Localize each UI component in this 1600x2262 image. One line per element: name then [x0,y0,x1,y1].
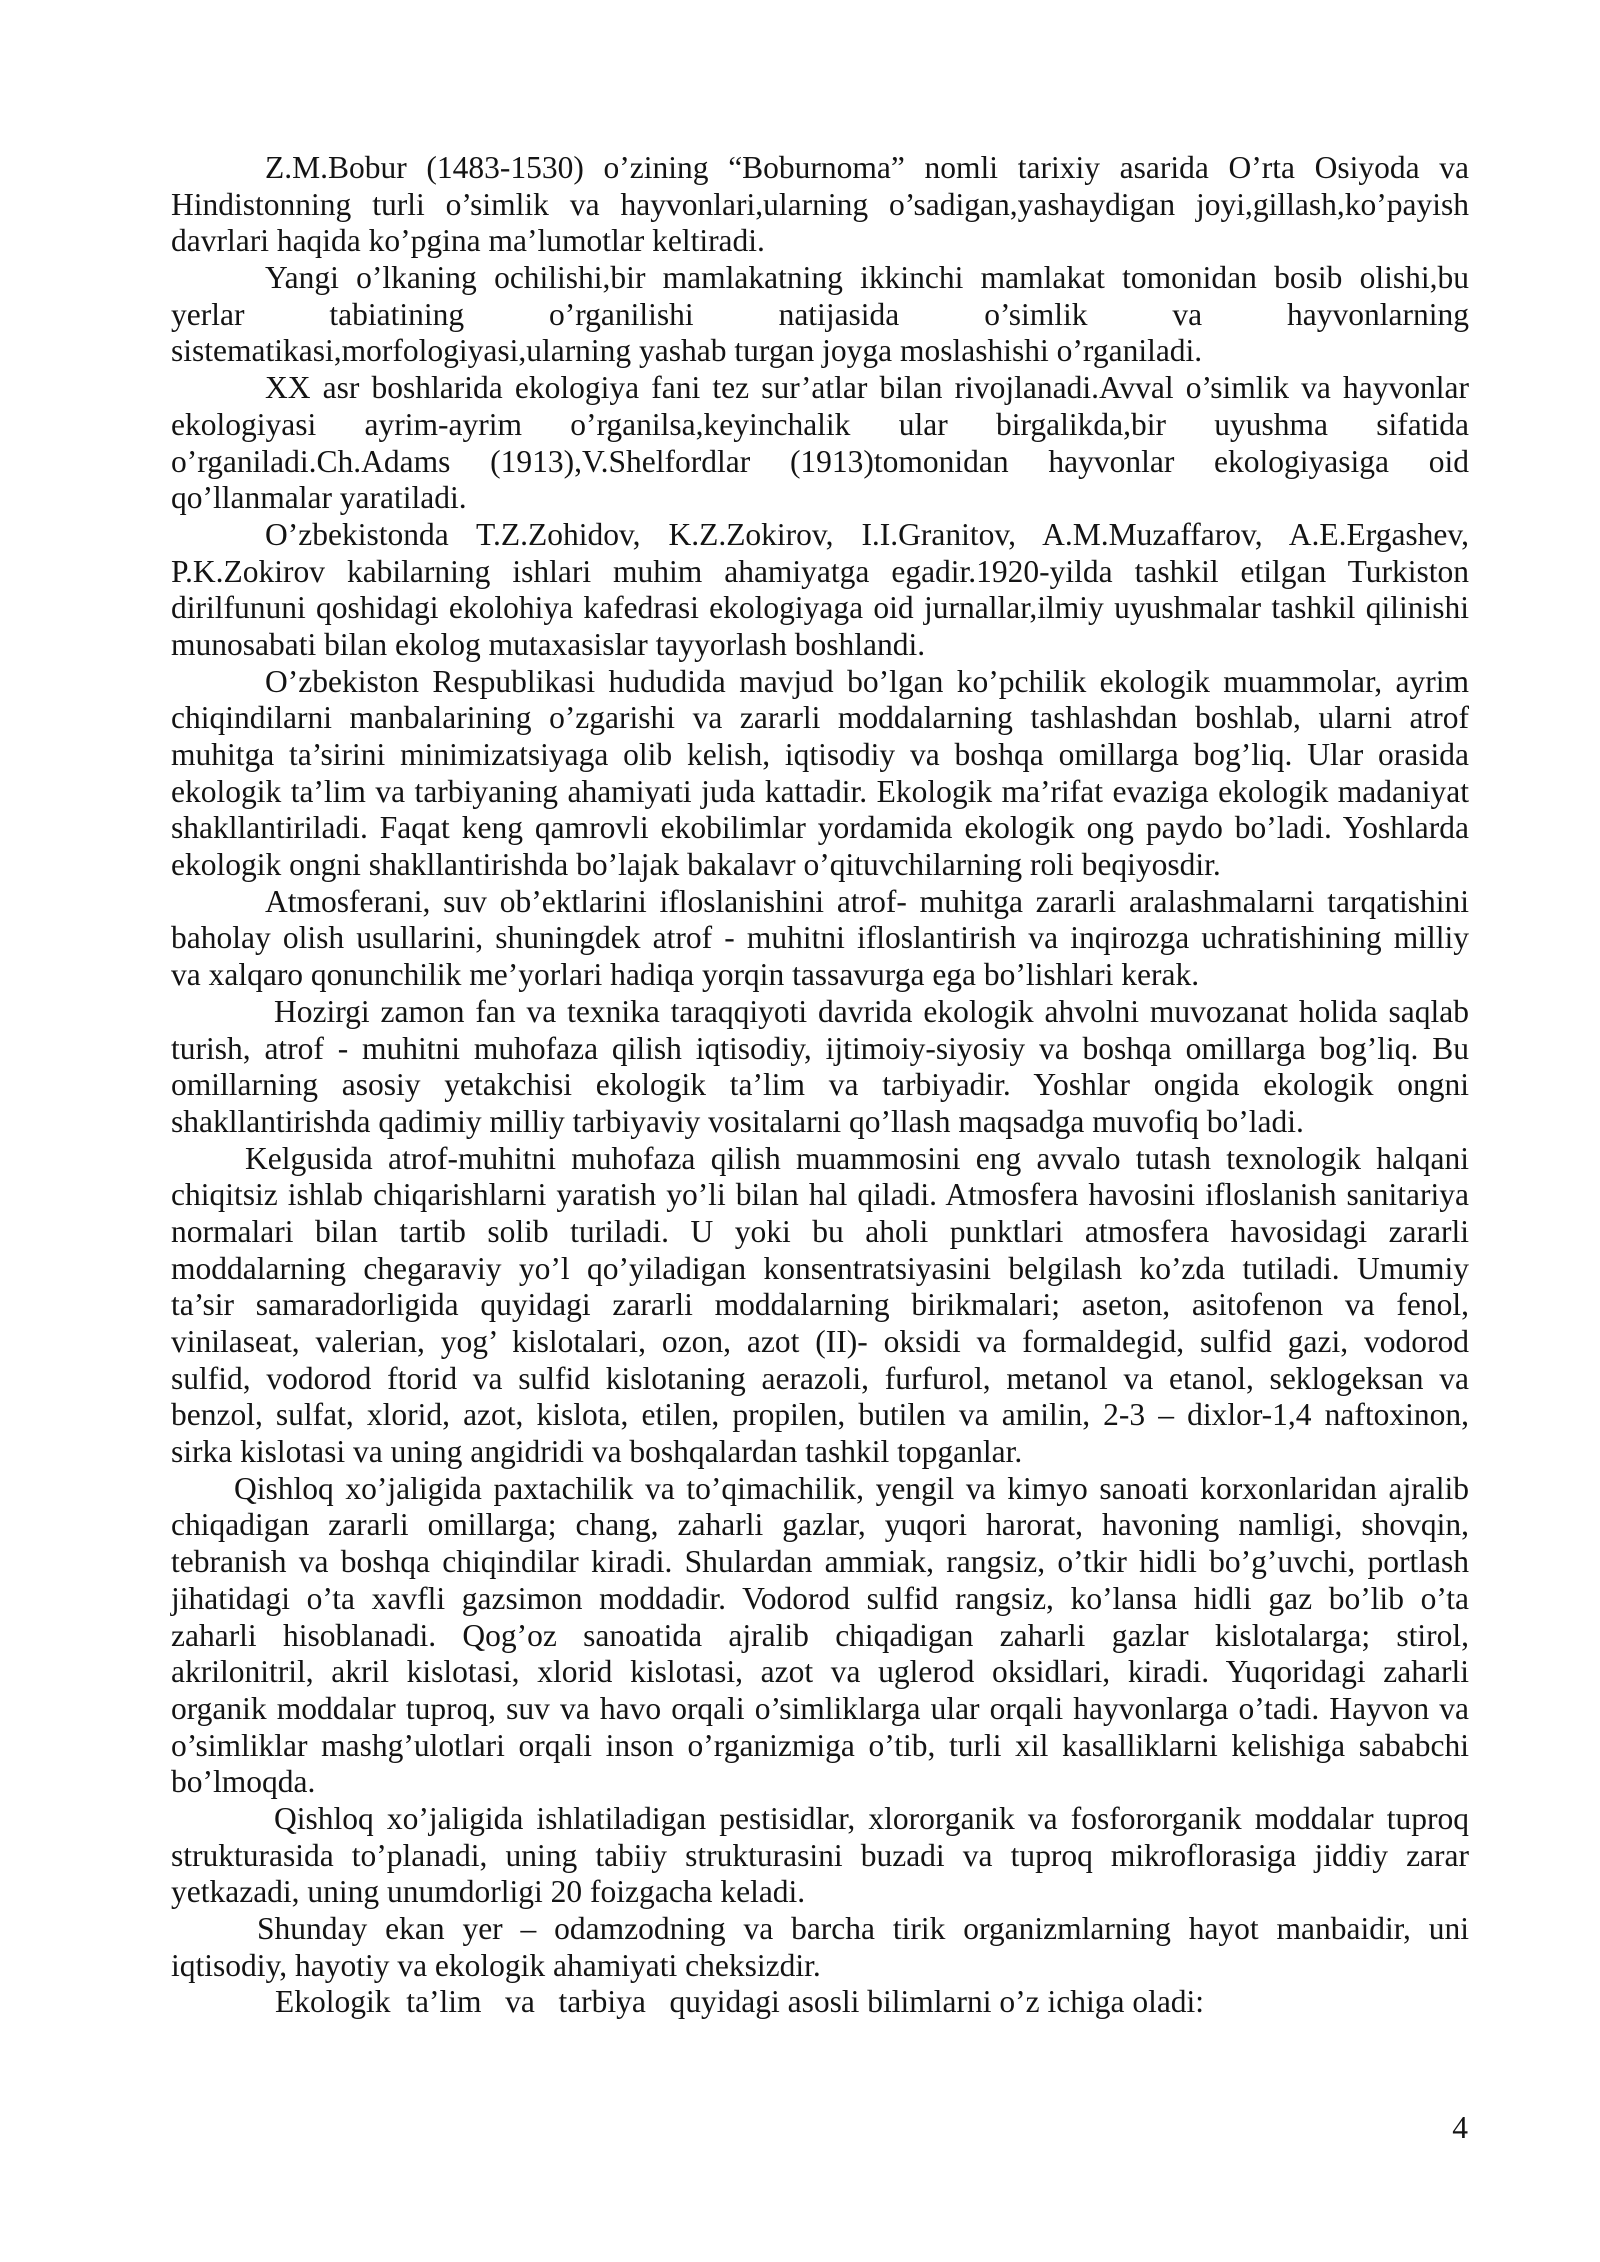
text-line: davrlari haqida ko’pgina ma’lumotlar keltiradi. [171,223,765,259]
paragraph [171,1911,1469,1984]
text-line: yerlar tabiatining o’rganilishi natijasida o’simlik va hayvonlarning [171,296,1469,332]
paragraph [171,150,1469,260]
text-line: Z.M.Bobur (1483-1530) o’zining “Boburnoma” nomli tarixiy asarida O’rta Osiyoda va [265,150,1469,185]
text-line: omillarning asosiy yetakchisi ekologik ta’lim va tarbiyadir. Yoshlar ongida ekologik ongni [171,1067,1469,1103]
paragraph [171,884,1469,994]
text-line: chiqitsiz ishlab chiqarishlarni yaratish yo’li bilan hal qiladi. Atmosfera havosini ifloslanish sanitariya [171,1177,1469,1213]
paragraph [171,260,1469,370]
text-line: bo’lmoqda. [171,1764,316,1800]
text-line: shakllantiriladi. Faqat keng qamrovli ekobilimlar yordamida ekologik ong paydo bo’ladi. Yoshlarda [171,810,1469,846]
text-line: Hozirgi zamon fan va texnika taraqqiyoti davrida ekologik ahvolni muvozanat holida saqlab [274,993,1469,1029]
paragraph [171,1471,1469,1801]
text-line: tebranish va boshqa chiqindilar kiradi. Shulardan ammiak, rangsiz, o’tkir hidli bo’g’uvchi, portlash [171,1544,1469,1580]
text-line: Atmosferani, suv ob’ektlarini ifloslanishini atrof- muhitga zararli aralashmalarni tarqatishini [265,883,1469,919]
text-line: sistematikasi,morfologiyasi,ularning yashab turgan joyga moslashishi o’rganiladi. [171,333,1203,369]
text-line: o’simliklar mashg’ulotlari orqali inson o’rganizmiga o’tib, turli xil kasalliklarni kelishiga sababchi [171,1727,1469,1763]
text-line: qo’llanmalar yaratiladi. [171,480,467,516]
text-line: Ekologik ta’lim va tarbiya quyidagi asosli bilimlarni o’z ichiga oladi: [275,1984,1205,2020]
text-line: O’zbekiston Respublikasi hududida mavjud bo’lgan ko’pchilik ekologik muammolar, ayrim [265,663,1469,699]
text-line: dirilfununi qoshidagi ekolohiya kafedrasi ekologiyaga oid jurnallar,ilmiy uyushmalar tashkil qilinishi [171,590,1469,626]
text-line: zaharli hisoblanadi. Qog’oz sanoatida ajralib chiqadigan zaharli gazlar kislotalarga; stirol, [171,1617,1469,1653]
text-line: chiqindilarni manbalarining o’zgarishi va zararli moddalarning tashlashdan boshlab, ularni atrof [171,700,1469,736]
text-line: ekologik ongni shakllantirishda bo’lajak bakalavr o’qituvchilarning roli beqiyosdir. [171,847,1221,883]
paragraph [171,517,1469,664]
text-line: O’zbekistonda T.Z.Zohidov, K.Z.Zokirov, I.I.Granitov, A.M.Muzaffarov, A.E.Ergashev, [265,516,1469,552]
paragraph [171,1141,1469,1471]
text-line: sulfid, vodorod ftorid va sulfid kislotaning aerazoli, furfurol, metanol va etanol, seklogeksan va [171,1360,1469,1396]
text-line: vinilaseat, valerian, yog’ kislotalari, ozon, azot (II)- oksidi va formaldegid, sulfid gazi, vodorod [171,1324,1469,1359]
text-line: benzol, sulfat, xlorid, azot, kislota, etilen, propilen, butilen va amilin, 2-3 – dixlor-1,4 naftoxinon, [171,1397,1469,1433]
text-line: Shunday ekan yer – odamzodning va barcha tirik organizmlarning hayot manbaidir, uni [257,1911,1469,1946]
text-line: iqtisodiy, hayotiy va ekologik ahamiyati cheksizdir. [171,1947,821,1983]
text-line: ekologiyasi ayrim-ayrim o’rganilsa,keyinchalik ular birgalikda,bir uyushma sifatida [171,406,1469,442]
text-line: o’rganiladi.Ch.Adams (1913),V.Shelfordlar (1913)tomonidan hayvonlar ekologiyasiga oid [171,443,1469,479]
paragraph [171,664,1469,884]
page-number: 4 [1452,2110,1468,2145]
text-line: munosabati bilan ekolog mutaxasislar tayyorlash boshlandi. [171,626,926,662]
text-line: jihatidagi o’ta xavfli gazsimon moddadir. Vodorod sulfid rangsiz, ko’lansa hidli gaz bo’lib o’ta [171,1580,1469,1616]
paragraph [171,370,1469,517]
text-line: chiqadigan zararli omillarga; chang, zaharli gazlar, yuqori harorat, havoning namligi, shovqin, [171,1507,1469,1543]
text-line: organik moddalar tuproq, suv va havo orqali o’simliklarga ular orqali hayvonlarga o’tadi. Hayvon va [171,1690,1469,1726]
text-line: strukturasida to’planadi, uning tabiiy strukturasini buzadi va tuproq mikroflorasiga jiddiy zarar [171,1837,1469,1873]
paragraph [171,994,1469,1141]
text-line: va xalqaro qonunchilik me’yorlari hadiqa yorqin tassavurga ega bo’lishlari kerak. [171,957,1200,993]
text-line: sirka kislotasi va uning angidridi va boshqalardan tashkil topganlar. [171,1434,1023,1470]
text-line: normalari bilan tartib solib turiladi. U yoki bu aholi punktlari atmosfera havosidagi zararli [171,1213,1469,1249]
text-line: Qishloq xo’jaligida paxtachilik va to’qimachilik, yengil va kimyo sanoati korxonlaridan ajralib [234,1470,1469,1506]
text-line: turish, atrof - muhitni muhofaza qilish iqtisodiy, ijtimoiy-siyosiy va boshqa omillarga bog’liq. Bu [171,1030,1469,1066]
text-line: akrilonitril, akril kislotasi, xlorid kislotasi, azot va uglerod oksidlari, kiradi. Yuqoridagi zaharli [171,1654,1469,1690]
text-line: moddalarning chegaraviy yo’l qo’yiladigan konsentratsiyasini belgilash ko’zda tutiladi. Umumiy [171,1250,1469,1286]
text-line: ta’sir samaradorligida quyidagi zararli moddalarning birikmalari; aseton, asitofenon va fenol, [171,1287,1469,1323]
text-line: XX asr boshlarida ekologiya fani tez sur’atlar bilan rivojlanadi.Avval o’simlik va hayvonlar [265,370,1469,406]
text-line: Kelgusida atrof-muhitni muhofaza qilish muammosini eng avvalo tutash texnologik halqani [245,1140,1469,1176]
text-line: ekologik ta’lim va tarbiyaning ahamiyati juda kattadir. Ekologik ma’rifat evaziga ekologik madaniyat [171,773,1469,809]
paragraph [171,1984,1469,2021]
text-line: Qishloq xo’jaligida ishlatiladigan pestisidlar, xlororganik va fosfororganik moddalar tuproq [274,1800,1469,1836]
text-line: shakllantirishda qadimiy milliy tarbiyaviy vositalarni qo’llash maqsadga muvofiq bo’ladi. [171,1103,1304,1139]
text-line: baholay olish usullarini, shuningdek atrof - muhitni ifloslantirish va inqirozga uchratishining milliy [171,920,1469,956]
text-line: yetkazadi, uning unumdorligi 20 foizgacha keladi. [171,1874,806,1910]
text-line: Yangi o’lkaning ochilishi,bir mamlakatning ikkinchi mamlakat tomonidan bosib olishi,bu [265,260,1469,296]
text-line: Hindistonning turli o’simlik va hayvonlari,ularning o’sadigan,yashaydigan joyi,gillash,ko’payish [171,186,1469,222]
paragraph [171,1801,1469,1911]
body-text [171,150,1469,2021]
text-line: muhitga ta’sirini minimizatsiyaga olib kelish, iqtisodiy va boshqa omillarga bog’liq. Ular orasida [171,737,1469,772]
text-line: P.K.Zokirov kabilarning ishlari muhim ahamiyatga egadir.1920-yilda tashkil etilgan Turkiston [171,553,1469,589]
